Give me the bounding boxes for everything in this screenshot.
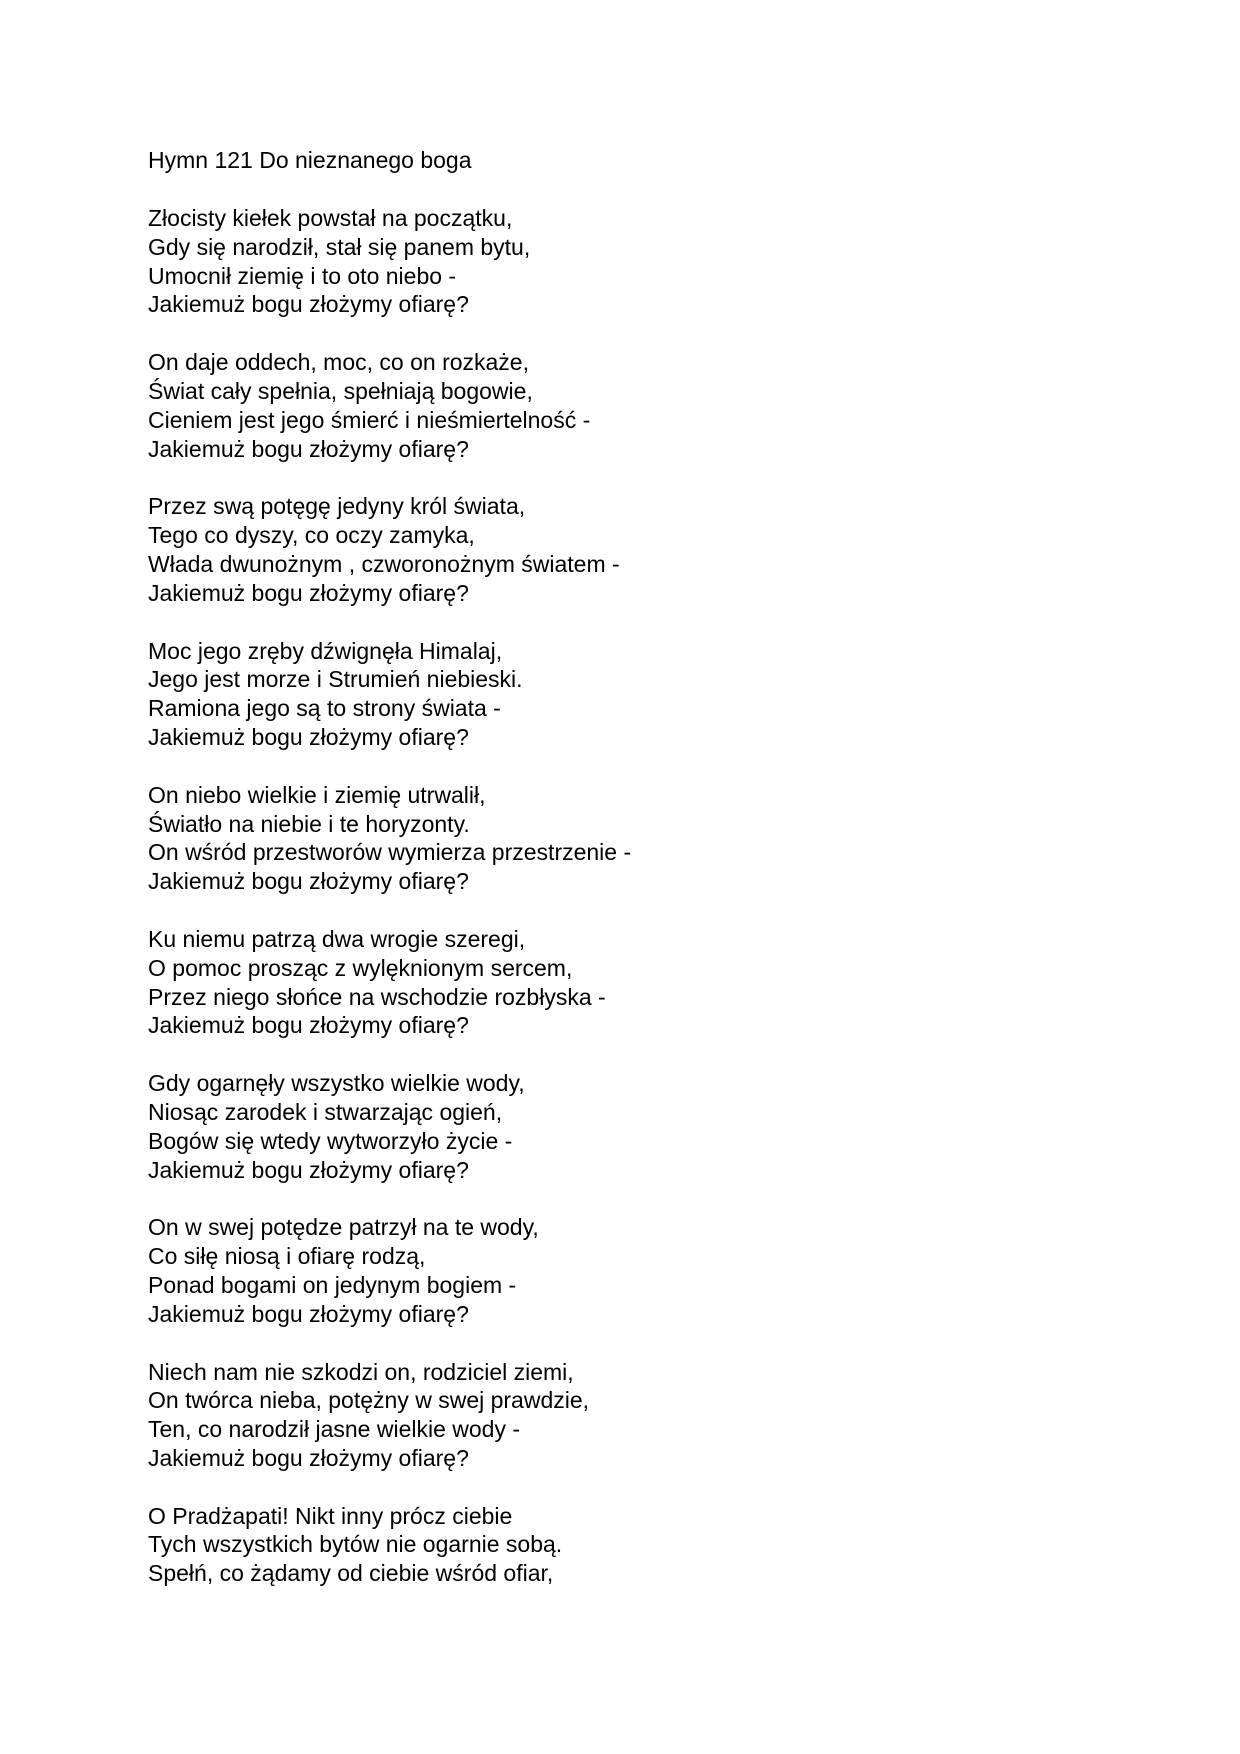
verse-line: Jakiemuż bogu złożymy ofiarę? bbox=[148, 579, 469, 606]
verse-line: Niech nam nie szkodzi on, rodziciel ziemi, bbox=[148, 1358, 574, 1385]
stanza bbox=[148, 1213, 1148, 1328]
verse-line: Umocnił ziemię i to oto niebo - bbox=[148, 262, 457, 289]
verse-line: Złocisty kiełek powstał na początku, bbox=[148, 205, 513, 231]
verse-line: Jakiemuż bogu złożymy ofiarę? bbox=[148, 868, 469, 895]
verse-line: Jakiemuż bogu złożymy ofiarę? bbox=[148, 1156, 469, 1183]
verse-line: On w swej potędze patrzył na te wody, bbox=[148, 1214, 539, 1241]
verse-line: Jakiemuż bogu złożymy ofiarę? bbox=[148, 435, 469, 462]
poem-body bbox=[148, 204, 1148, 1588]
verse-line: Spełń, co żądamy od ciebie wśród ofiar, bbox=[148, 1560, 554, 1587]
verse-line: Światło na niebie i te horyzonty. bbox=[148, 810, 470, 837]
verse-line: Przez swą potęgę jedyny król świata, bbox=[148, 493, 526, 520]
verse-line: Gdy się narodził, stał się panem bytu, bbox=[148, 233, 531, 260]
stanza bbox=[148, 348, 1148, 463]
verse-line: Jakiemuż bogu złożymy ofiarę? bbox=[148, 723, 469, 750]
stanza bbox=[148, 492, 1148, 607]
verse-line: On niebo wielkie i ziemię utrwalił, bbox=[148, 781, 486, 808]
verse-line: Jakiemuż bogu złożymy ofiarę? bbox=[148, 1444, 469, 1471]
verse-line: Jakiemuż bogu złożymy ofiarę? bbox=[148, 1300, 469, 1327]
verse-line: Ponad bogami on jedynym bogiem - bbox=[148, 1271, 517, 1298]
verse-line: Jakiemuż bogu złożymy ofiarę? bbox=[148, 291, 469, 318]
stanza bbox=[148, 781, 1148, 896]
stanza bbox=[148, 925, 1148, 1040]
verse-line: O Pradżapati! Nikt inny prócz ciebie bbox=[148, 1502, 513, 1529]
verse-line: Świat cały spełnia, spełniają bogowie, bbox=[148, 377, 533, 404]
poem-title: Hymn 121 Do nieznanego boga bbox=[148, 147, 472, 173]
verse-line: Bogów się wtedy wytworzyło życie - bbox=[148, 1127, 513, 1154]
document-page bbox=[148, 146, 1148, 1617]
verse-line: Jego jest morze i Strumień niebieski. bbox=[148, 666, 523, 693]
stanza bbox=[148, 1358, 1148, 1473]
verse-line: Tych wszystkich bytów nie ogarnie sobą. bbox=[148, 1531, 563, 1558]
verse-line: Cieniem jest jego śmierć i nieśmiertelność - bbox=[148, 406, 591, 433]
verse-line: Gdy ogarnęły wszystko wielkie wody, bbox=[148, 1070, 525, 1097]
stanza bbox=[148, 637, 1148, 752]
verse-line: Tego co dyszy, co oczy zamyka, bbox=[148, 522, 475, 549]
verse-line: Niosąc zarodek i stwarzając ogień, bbox=[148, 1098, 503, 1125]
verse-line: Ku niemu patrzą dwa wrogie szeregi, bbox=[148, 925, 526, 952]
verse-line: Jakiemuż bogu złożymy ofiarę? bbox=[148, 1012, 469, 1039]
verse-line: Ten, co narodził jasne wielkie wody - bbox=[148, 1416, 521, 1443]
verse-line: Ramiona jego są to strony świata - bbox=[148, 695, 501, 722]
stanza bbox=[148, 204, 1148, 319]
verse-line: On daje oddech, moc, co on rozkaże, bbox=[148, 349, 529, 376]
verse-line: Przez niego słońce na wschodzie rozbłyska - bbox=[148, 983, 606, 1010]
verse-line: Moc jego zręby dźwignęła Himalaj, bbox=[148, 637, 503, 664]
verse-line: On twórca nieba, potężny w swej prawdzie, bbox=[148, 1387, 590, 1414]
stanza bbox=[148, 1502, 1148, 1588]
verse-line: Włada dwunożnym , czworonożnym światem - bbox=[148, 550, 620, 577]
verse-line: O pomoc prosząc z wylęknionym sercem, bbox=[148, 954, 573, 981]
stanza bbox=[148, 1069, 1148, 1184]
verse-line: On wśród przestworów wymierza przestrzenie - bbox=[148, 839, 632, 866]
verse-line: Co siłę niosą i ofiarę rodzą, bbox=[148, 1243, 426, 1270]
